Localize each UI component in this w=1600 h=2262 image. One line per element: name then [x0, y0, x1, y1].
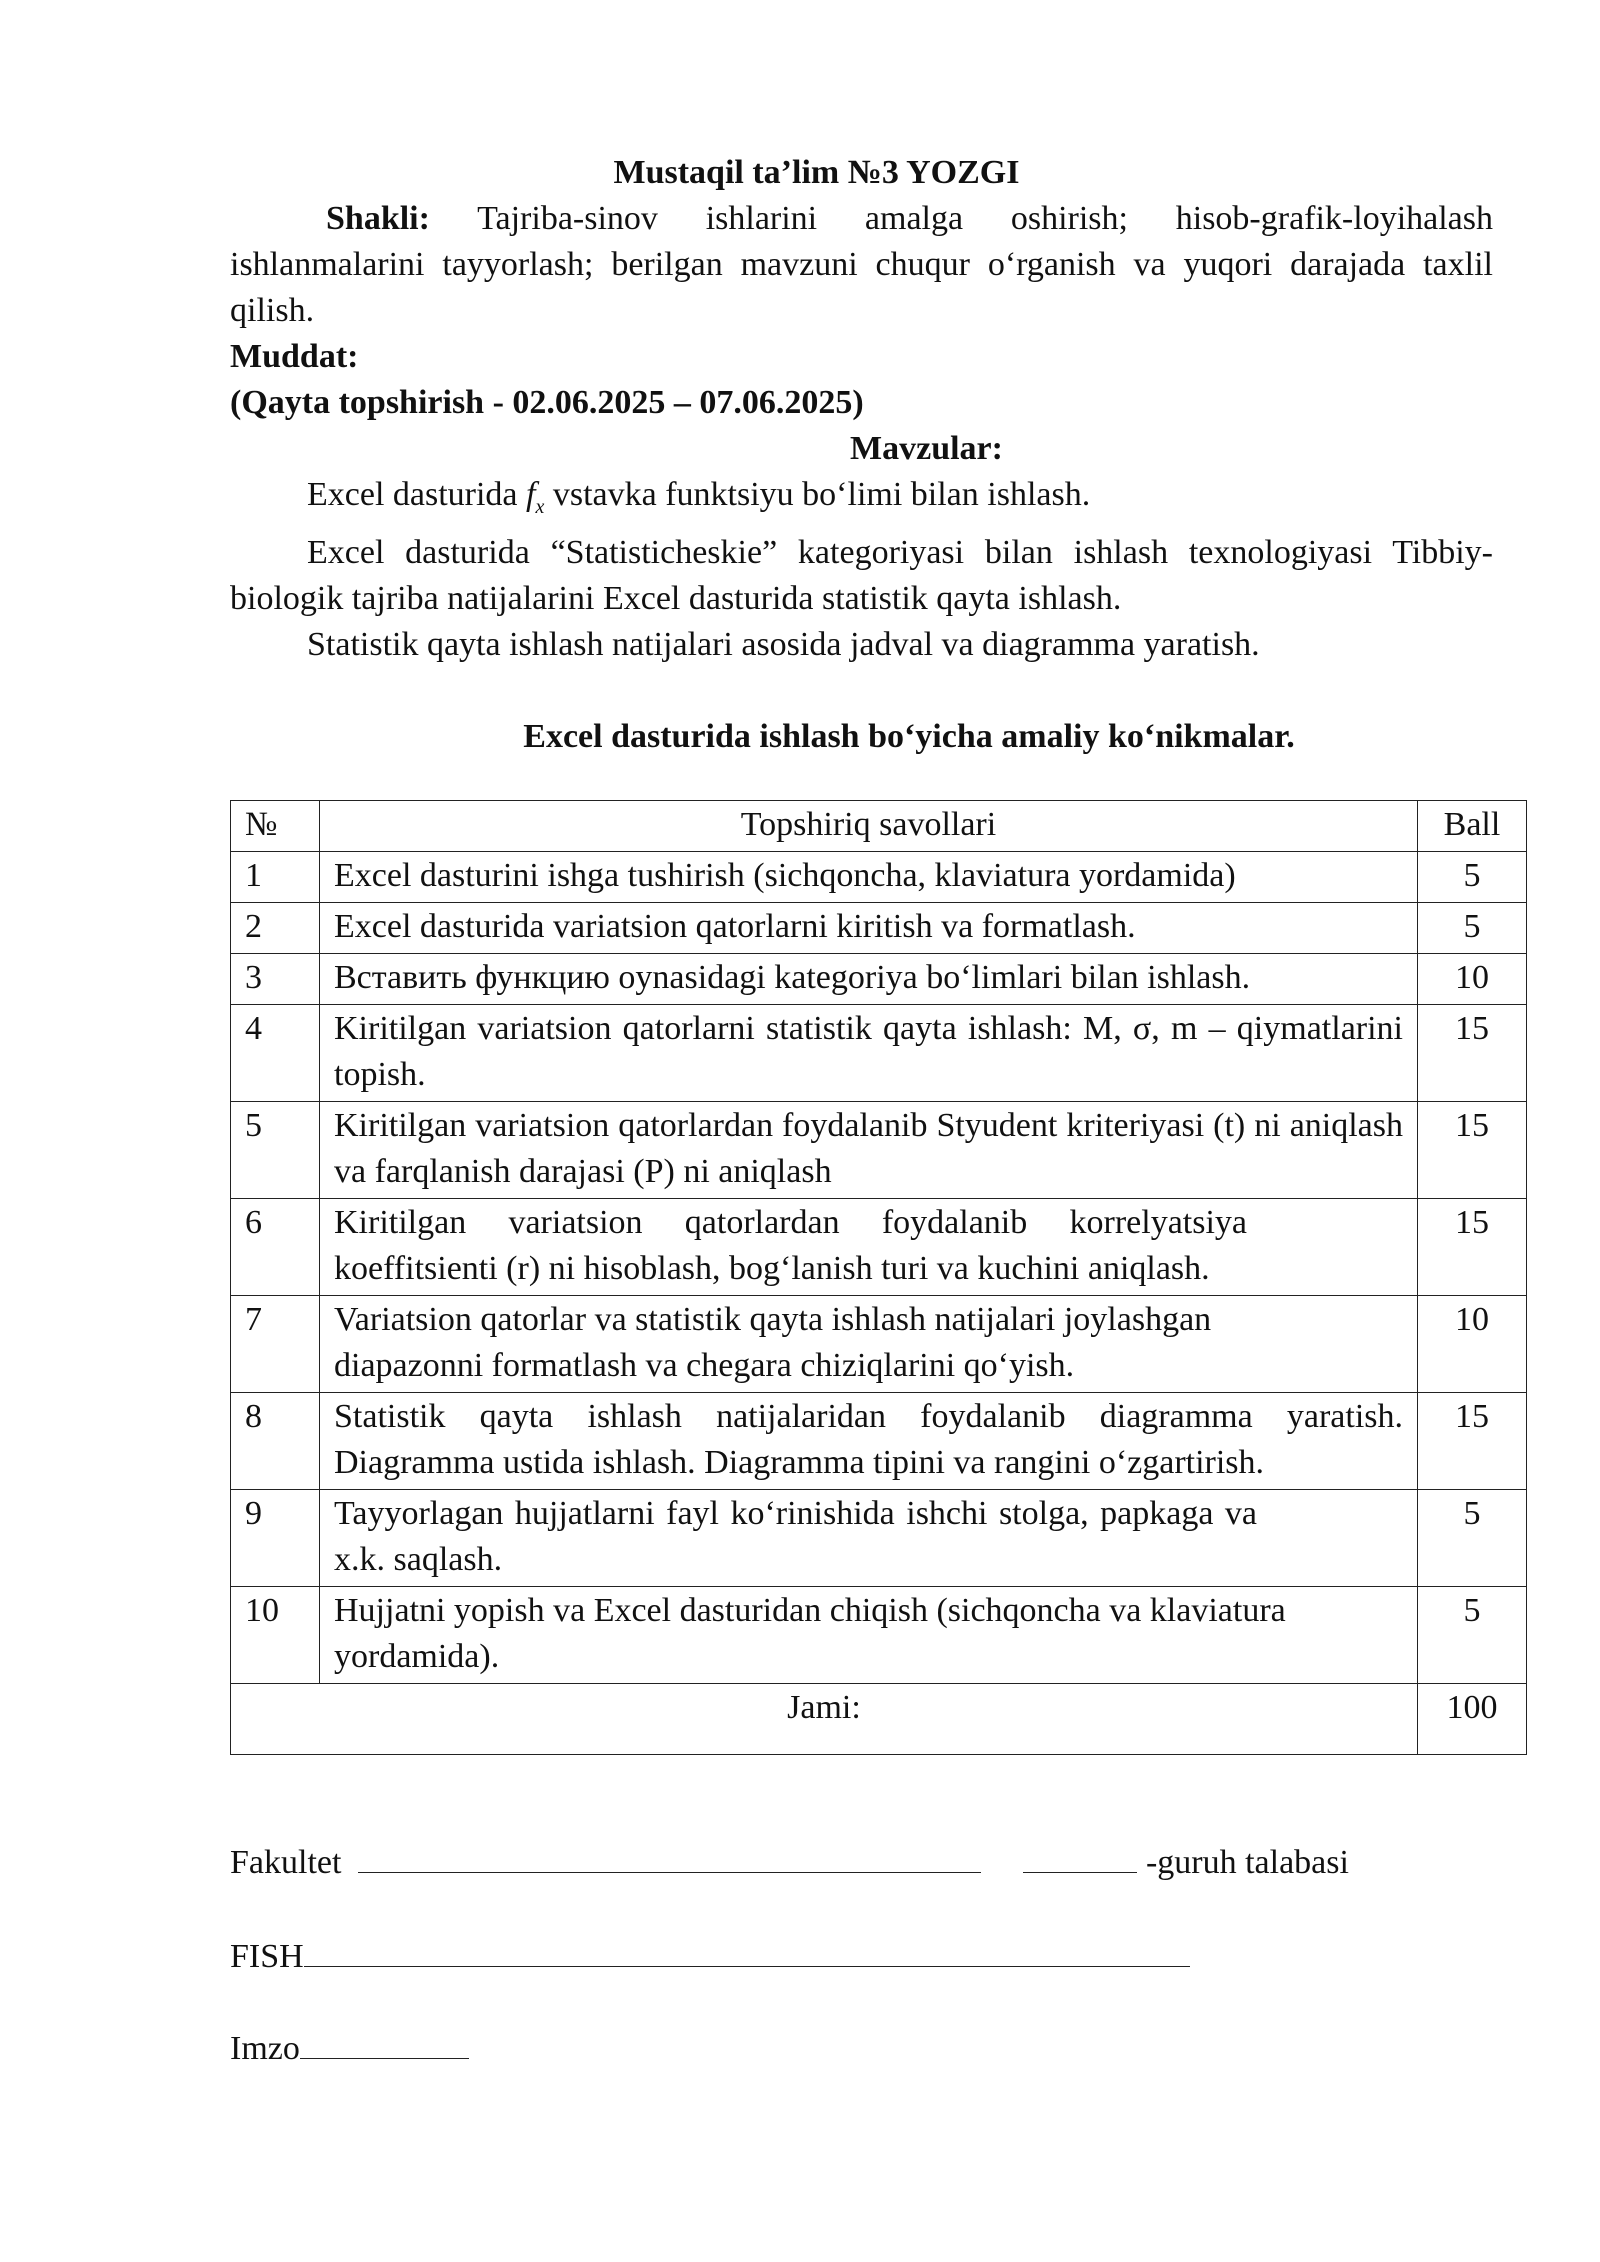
row-ball: 10	[1418, 1296, 1527, 1393]
tasks-table	[230, 800, 1527, 1755]
shakli-paragraph	[230, 196, 1493, 334]
table-row	[231, 1102, 1527, 1199]
table-row	[231, 1296, 1527, 1393]
table-row	[231, 954, 1527, 1005]
row-ball: 15	[1418, 1005, 1527, 1102]
row-ball: 15	[1418, 1393, 1527, 1490]
guruh-field[interactable]	[1023, 1840, 1137, 1873]
row-question: Statistik qayta ishlash natijalaridan foydalanib diagramma yaratish. Diagramma ustida ishlash. Diagramma tipini va rangini o‘zgartirish.	[320, 1393, 1418, 1490]
muddat-label: Muddat:	[230, 338, 359, 375]
row-ball: 15	[1418, 1199, 1527, 1296]
row-ball: 10	[1418, 954, 1527, 1005]
topic-3: Statistik qayta ishlash natijalari asosida jadval va diagramma yaratish.	[307, 625, 1260, 663]
document-page	[230, 150, 1501, 2067]
document-title: Mustaqil ta’lim №3 YOZGI	[613, 154, 1020, 191]
fakultet-label: Fakultet	[230, 1844, 342, 1881]
table-total-row	[231, 1684, 1527, 1755]
topic-1-after: vstavka funktsiyu bo‘limi bilan ishlash.	[544, 476, 1091, 513]
muddat-value: (Qayta topshirish - 02.06.2025 – 07.06.2025)	[230, 384, 864, 421]
table-row	[231, 1587, 1527, 1684]
row-num: 4	[231, 1005, 320, 1102]
topic-1-before: Excel dasturida	[307, 476, 527, 513]
guruh-label: -guruh talabasi	[1145, 1844, 1349, 1881]
table-row	[231, 852, 1527, 903]
fx-subscript: x	[535, 495, 545, 518]
table-row	[231, 1393, 1527, 1490]
table-row	[231, 1490, 1527, 1587]
row-ball: 5	[1418, 1587, 1527, 1684]
table-header-row	[231, 801, 1527, 852]
row-question: Kiritilgan variatsion qatorlardan foydalanib Styudent kriteriyasi (t) ni aniqlash va farqlanish darajasi (P) ni aniqlash	[320, 1102, 1418, 1199]
row-ball: 15	[1418, 1102, 1527, 1199]
row-num: 9	[231, 1490, 320, 1587]
row-ball: 5	[1418, 852, 1527, 903]
imzo-field[interactable]	[300, 2026, 469, 2059]
fish-field[interactable]	[304, 1934, 1190, 1967]
row-question: Variatsion qatorlar va statistik qayta ishlash natijalari joylashgan diapazonni formatlash va chegara chiziqlarini qo‘yish.	[320, 1296, 1418, 1393]
fx-letter: f	[526, 476, 536, 513]
row-num: 7	[231, 1296, 320, 1393]
row-num: 3	[231, 954, 320, 1005]
row-question: Kiritilgan variatsion qatorlarni statistik qayta ishlash: M, σ, m – qiymatlarini topish.	[320, 1005, 1418, 1102]
topic-1	[230, 472, 1493, 530]
section-title: Excel dasturida ishlash bo‘yicha amaliy ko‘nikmalar.	[523, 717, 1295, 755]
row-question: Hujjatni yopish va Excel dasturidan chiqish (sichqoncha va klaviatura yordamida).	[320, 1587, 1418, 1684]
header-question: Topshiriq savollari	[320, 801, 1418, 852]
shakli-label: Shakli:	[326, 200, 430, 237]
row-question: Tayyorlagan hujjatlarni fayl ko‘rinishida ishchi stolga, papkaga va x.k. saqlash.	[320, 1490, 1418, 1587]
table-row	[231, 1199, 1527, 1296]
row-question: Excel dasturida variatsion qatorlarni kiritish va formatlash.	[320, 903, 1418, 954]
row-num: 1	[231, 852, 320, 903]
topic-2: Excel dasturida “Statisticheskie” kategoriyasi bilan ishlash texnologiyasi Tibbiy-biologik tajriba natijalarini Excel dasturida statistik qayta ishlash.	[230, 533, 1493, 617]
fx-symbol	[526, 476, 545, 518]
total-label: Jami:	[231, 1684, 1418, 1755]
header-ball: Ball	[1418, 801, 1527, 852]
row-question: Excel dasturini ishga tushirish (sichqoncha, klaviatura yordamida)	[320, 852, 1418, 903]
table-row	[231, 1005, 1527, 1102]
fish-line	[230, 1934, 1190, 1980]
mavzular-title: Mavzular:	[850, 430, 1003, 467]
shakli-text: Tajriba-sinov ishlarini amalga oshirish; hisob-grafik-loyihalash ishlanmalarini tayyorlash; berilgan mavzuni chuqur o‘rganish va yuqori darajada taxlil qilish.	[230, 200, 1494, 329]
fish-label: FISH	[230, 1938, 304, 1975]
row-num: 5	[231, 1102, 320, 1199]
row-num: 2	[231, 903, 320, 954]
imzo-line	[230, 2026, 469, 2072]
row-num: 10	[231, 1587, 320, 1684]
row-ball: 5	[1418, 1490, 1527, 1587]
fakultet-line	[230, 1840, 1349, 1886]
imzo-label: Imzo	[230, 2030, 300, 2067]
table-row	[231, 903, 1527, 954]
row-question: Вставить функцию оynasidagi kategoriya bo‘limlari bilan ishlash.	[320, 954, 1418, 1005]
fakultet-field[interactable]	[358, 1840, 981, 1873]
total-value: 100	[1418, 1684, 1527, 1755]
header-num: №	[231, 801, 320, 852]
row-ball: 5	[1418, 903, 1527, 954]
row-question: Kiritilgan variatsion qatorlardan foydalanib korrelyatsiya koeffitsienti (r) ni hisoblash, bog‘lanish turi va kuchini aniqlash.	[320, 1199, 1418, 1296]
row-num: 6	[231, 1199, 320, 1296]
row-num: 8	[231, 1393, 320, 1490]
